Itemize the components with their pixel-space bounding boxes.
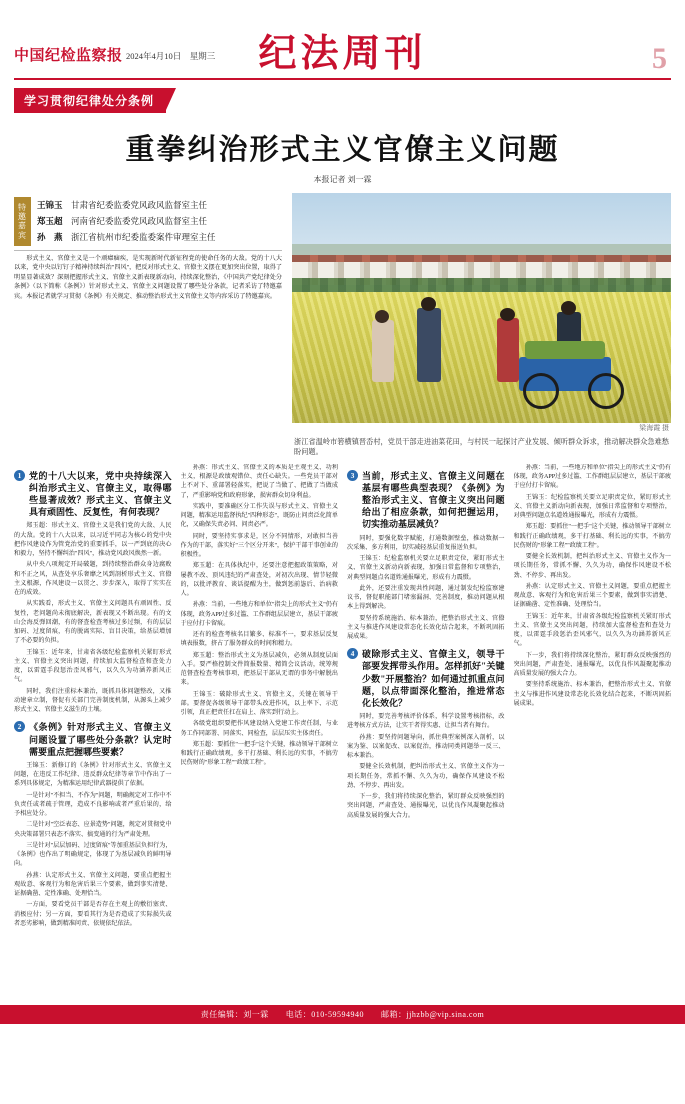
question-heading (14, 721, 172, 757)
paragraph: 同时，要完善考核评价体系，科学设置考核指标，改进考核方式方法，让实干者得实惠、让担当者有舞台。 (347, 714, 505, 730)
photo-caption: 浙江省温岭市箬横镇晋岙村，党员干部走进油菜花田，与村民一起探讨产业发展、倾听群众诉求，推动解决群众急难愁盼问题。 (294, 438, 669, 457)
question-number: 3 (347, 470, 358, 481)
paragraph: 各级党组织要把作风建设纳入党建工作责任制，与业务工作同部署、同落实、同检查，层层压实主体责任。 (180, 721, 338, 737)
list-item (37, 197, 282, 213)
paper-logo: 中国纪检监察报 (14, 48, 123, 64)
photo-person (372, 320, 394, 382)
paragraph: 王锦玉：近年来，甘肃省各级纪检监察机关紧盯形式主义、官僚主义突出问题，持续加大监督检查和查处力度，以雷霆手段惩治歪风邪气，以久久为功涵养新风正气。 (14, 649, 172, 684)
paragraph: 孙燕：形式主义、官僚主义的本质是主观主义、功利主义，根源是政绩观错位、责任心缺失。一些党员干部对上不对下、重部署轻落实，把说了当做了、把做了当做成了，严重影响党和政府形象，损害群众切身利益。 (180, 464, 338, 499)
byline: 本报记者 刘一霖 (313, 175, 372, 184)
divider (14, 250, 282, 251)
paragraph: 孙燕：要坚持问题导向，抓住典型案例深入剖析，以案为鉴、以案促改、以案促治，推动同类问题举一反三、标本兼治。 (347, 734, 505, 760)
question-block-2 (14, 721, 172, 929)
paragraph: 三是针对"层层加码、过度留痕"等加重基层负担行为，《条例》也作出了明确规定，体现了为基层减负的鲜明导向。 (14, 842, 172, 868)
paragraph: 郑玉超：在具体执纪中，还要注意把握政策策略，对屡教不改、顶风违纪的严肃查处，对初次出现、情节轻微的，以批评教育、谈话提醒为主，做到惩前毖后、治病救人。 (180, 563, 338, 598)
guest-name: 孙 燕 (37, 232, 63, 243)
paragraph: 二是针对"空泛表态、应景造势"问题，规定对贯彻党中央决策部署只表态不落实、搞变通的行为严肃处理。 (14, 822, 172, 838)
page-number: 5 (652, 42, 667, 75)
guest-list (37, 197, 282, 246)
photo-rooftops (292, 255, 671, 262)
paragraph: 还有的检查考核名目繁多、标准不一，要求基层反复填表报数，挤占了服务群众的时间和精力。 (180, 632, 338, 648)
paragraph: 实践中，要准确区分工作失误与形式主义、官僚主义问题，精准运用监督执纪"四种形态"，既防止问责泛化简单化，又确保失责必问、问责必严。 (180, 503, 338, 529)
paragraph: 下一步，我们将持续深化整治，紧盯群众反映强烈的突出问题，严肃查处、通报曝光，以优良作风凝聚起推动高质量发展的强大合力。 (513, 652, 671, 678)
news-photo (292, 193, 671, 423)
paragraph: 孙燕：当前，一些地方和单位"指尖上的形式主义"仍有体现，政务APP过多过滥、工作群组层层建立，基层干部疲于应付打卡留痕。 (180, 602, 338, 627)
photo-wheel (588, 373, 624, 409)
paragraph: 郑玉超：整治形式主义为基层减负，必须从制度层面入手。要严格控制文件简报数量、精简会议活动，统筹规范督查检查考核事项，把基层干部从无谓的事务中解脱出来。 (180, 652, 338, 687)
question-heading (14, 470, 172, 519)
paragraph: 此外，还要注重发现共性问题，通过制发纪检监察建议书，督促职能部门堵塞漏洞、完善制度，推动问题从根本上得到解决。 (347, 585, 505, 611)
paragraph: 从实践看，形式主义、官僚主义问题具有顽固性、反复性，老问题尚未彻底解决，新表现又不断出现。有的文山会海反弹回潮，有的督查检查考核过多过频，有的层层加码、过度留痕，有的脱离实际、盲目决策，给基层增加了不必要的负担。 (14, 601, 172, 645)
guest-name: 郑玉超 (37, 216, 63, 227)
paragraph: 下一步，我们将持续深化整治，紧盯群众反映强烈的突出问题，严肃查处、通报曝光，以优良作风凝聚起推动高质量发展的强大合力。 (347, 794, 505, 819)
paragraph: 郑玉超：要抓住"一把手"这个关键，推动领导干部树立和践行正确政绩观，多干打基础、利长远的实事，不搞劳民伤财的"形象工程""政绩工程"。 (513, 524, 671, 549)
paragraph: 同时，要强化数字赋能，打通数据壁垒，推动数据一次采集、多方利用，切实减轻基层重复报送负担。 (347, 535, 505, 551)
paragraph: 同时，我们注重标本兼治，既抓具体问题整改，又推动建章立制，督促有关部门完善制度机制，从源头上减少形式主义、官僚主义滋生的土壤。 (14, 688, 172, 714)
weekly-title: 纪法周刊 (258, 33, 427, 75)
paragraph: 郑玉超：形式主义、官僚主义是我们党的大敌、人民的大敌。党的十八大以来，以习近平同志为核心的党中央把作风建设作为管党治党的重要抓手，以一严到底的决心和毅力，坚持不懈纠治"四风"，推动党风政风焕然一新。 (14, 523, 172, 558)
list-item (37, 229, 282, 245)
paragraph: 王锦玉：破除形式主义、官僚主义，关键在领导干部。要督促各级领导干部带头改进作风，以上率下、示范引领，真正把责任扛在肩上、落实到行动上。 (180, 691, 338, 717)
paragraph: 郑玉超：要抓住"一把手"这个关键，推动领导干部树立和践行正确政绩观，多干打基础、利长远的实事，不搞劳民伤财的"形象工程""政绩工程"。 (180, 741, 338, 767)
guest-block (14, 197, 282, 246)
guest-role: 浙江省杭州市纪委监委案件审理室主任 (71, 232, 216, 243)
question-number: 4 (347, 648, 358, 659)
guest-role: 河南省纪委监委党风政风监督室主任 (71, 216, 208, 227)
guest-role: 甘肃省纪委监委党风政风监督室主任 (71, 200, 208, 210)
publication-date: 2024年4月10日 星期三 (126, 51, 216, 61)
question-text: 破除形式主义、官僚主义，领导干部要发挥带头作用。怎样抓好"关键少数"开展整治？如何通过抓重点问题，以点带面深化整治，推进常态化长效化？ (362, 649, 505, 708)
question-block-4 (347, 648, 505, 820)
paragraph: 王锦玉：纪检监察机关要立足职责定位，紧盯形式主义、官僚主义新动向新表现，加强日常监督和专项整治，对典型问题点名道姓通报曝光，形成有力震慑。 (513, 494, 671, 520)
paragraph: 一是针对"不担当、不作为"问题，明确规定对工作中不负责任或者疏于管理，造成不良影响或者严重后果的，给予相应处分。 (14, 792, 172, 818)
guest-label: 特邀嘉宾 (14, 197, 31, 246)
paragraph: 要健全长效机制，把纠治形式主义、官僚主义作为一项长期任务，常抓不懈、久久为功，确保作风建设不松劲、不停步、再出发。 (513, 554, 671, 579)
question-heading (347, 648, 505, 709)
guest-name: 王锦玉 (37, 200, 63, 210)
paragraph: 同时，要坚持实事求是，区分不同情形，对敢担当善作为的干部，落实好"三个区分开来"，保护干部干事创业的积极性。 (180, 533, 338, 559)
photo-block (292, 193, 671, 458)
question-number: 2 (14, 721, 25, 732)
question-number: 1 (14, 470, 25, 481)
question-text: 当前，形式主义、官僚主义问题在基层有哪些典型表现？《条例》为整治形式主义、官僚主义突出问题给出了相应条款，如何把握运用，切实推动基层减负？ (362, 470, 505, 530)
paragraph: 从中央八项规定开局破题，到持续整治群众身边腐败和不正之风，从查处享乐奢靡之风到剖析形式主义、官僚主义根源，作风建设一以贯之、步步深入，取得了实实在在的成效。 (14, 562, 172, 597)
paragraph: 王锦玉：新修订的《条例》针对形式主义、官僚主义问题，在违反工作纪律、违反群众纪律等章节中作出了一系列具体规定，为精准运用纪律武器提供了依据。 (14, 762, 172, 788)
masthead (14, 0, 671, 80)
paragraph: 要坚持系统施治、标本兼治，把整治形式主义、官僚主义与推进作风建设常态化长效化结合起来，不断巩固拓展成果。 (347, 615, 505, 641)
question-block-3 (347, 470, 505, 642)
photo-credit: 梁海霞 摄 (639, 424, 669, 432)
question-text: 党的十八大以来，党中央持续深入纠治形式主义、官僚主义，取得哪些显著成效？形式主义、官僚主义具有顽固性、反复性，有何表现？ (29, 470, 172, 518)
photo-person (417, 308, 441, 382)
question-text: 《条例》针对形式主义、官僚主义问题设置了哪些处分条款？认定时需要重点把握哪些要素？ (29, 722, 172, 757)
question-heading (347, 470, 505, 531)
photo-person (497, 318, 519, 382)
question-block-1 (14, 470, 172, 716)
paragraph: 要健全长效机制，把纠治形式主义、官僚主义作为一项长期任务，常抓不懈、久久为功，确保作风建设不松劲、不停步、再出发。 (347, 764, 505, 789)
paragraph: 要坚持系统施治、标本兼治，把整治形式主义、官僚主义与推进作风建设常态化长效化结合起来，不断巩固拓展成果。 (513, 682, 671, 707)
list-item (37, 213, 282, 229)
paragraph: 一方面，要看党员干部是否存在主观上的敷衍塞责、消极应付；另一方面，要看其行为是否造成了实际损失或者恶劣影响，做到精准问责、依规依纪依法。 (14, 902, 172, 927)
paragraph: 孙燕：当前，一些地方和单位"指尖上的形式主义"仍有体现，政务APP过多过滥、工作群组层层建立，基层干部疲于应付打卡留痕。 (513, 464, 671, 490)
lead-paragraph: 形式主义、官僚主义是一个顽瘴痼疾，是实现新时代新征程党的使命任务的大敌。党的十八大以来，党中央以钉钉子精神持续纠治"四风"，把反对形式主义、官僚主义摆在更加突出位置，取得了明显显著成效？深刻把握形式主义、官僚主义新表现新动向，持续深化整治，《中国共产党纪律处分条例》（以下简称《条例》）针对形式主义、官僚主义问题设置了哪些处分条款，记者采访了特邀嘉宾。本报记者就学习贯彻《条例》有关规定、推动整治形式主义官僚主义等内容采访了特邀嘉宾。 (14, 255, 282, 300)
section-banner: 学习贯彻纪律处分条例 (14, 88, 166, 113)
intro-area (14, 193, 671, 458)
page-title: 重拳纠治形式主义官僚主义问题 (125, 134, 560, 166)
page-footer: 责任编辑：刘一霖 电话：010-59594940 邮箱：jjhzbb@vip.sina.com (0, 1005, 685, 1024)
paragraph: 王锦玉：近年来，甘肃省各级纪检监察机关紧盯形式主义、官僚主义突出问题，持续加大监督检查和查处力度，以雷霆手段惩治歪风邪气，以久久为功涵养新风正气。 (513, 613, 671, 648)
paragraph: 孙燕：认定形式主义、官僚主义问题，要重点把握主观故意、客观行为和危害后果三个要素，做到事实清楚、证据确凿、定性准确、处理恰当。 (513, 583, 671, 609)
paragraph: 孙燕：认定形式主义、官僚主义问题，要重点把握主观故意、客观行为和危害后果三个要素，做到事实清楚、证据确凿、定性准确、处理恰当。 (14, 872, 172, 898)
paragraph: 王锦玉：纪检监察机关要立足职责定位，紧盯形式主义、官僚主义新动向新表现，加强日常监督和专项整治，对典型问题点名道姓通报曝光，形成有力震慑。 (347, 556, 505, 581)
